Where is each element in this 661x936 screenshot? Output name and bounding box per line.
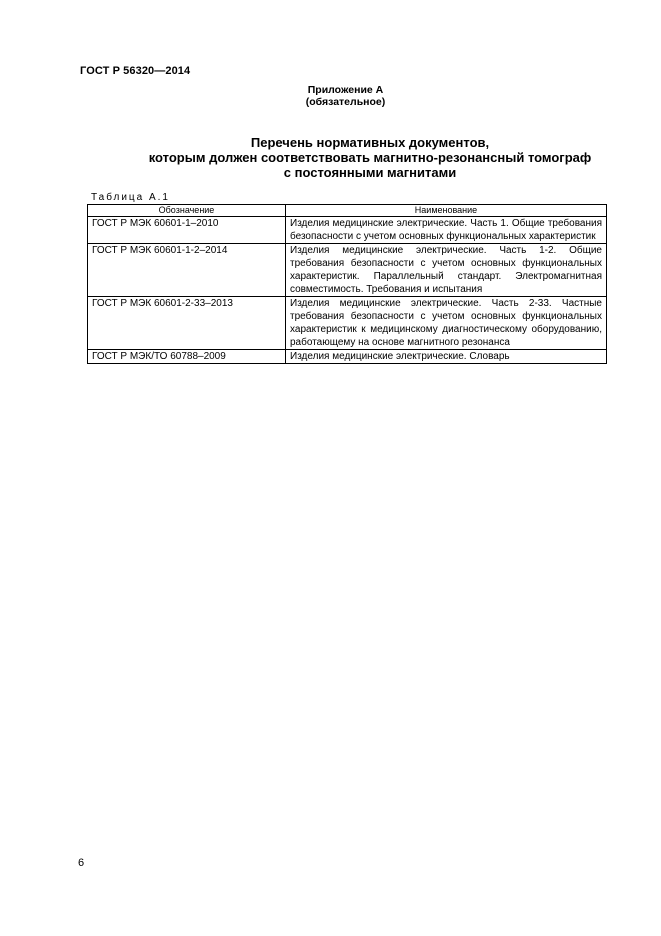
table-row [88,217,607,244]
document-designation: ГОСТ Р МЭК 60601-1-2–2014 [88,244,286,297]
section-heading [80,135,660,180]
table-row [88,244,607,297]
annex-title: Приложение А [307,84,384,96]
table-row [88,297,607,350]
document-title: Изделия медицинские электрические. Словарь [286,350,607,364]
heading-line: которым должен соответствовать магнитно-резонансный томограф [148,150,592,165]
heading-line: Перечень нормативных документов, [250,135,490,150]
column-header-title: Наименование [286,205,607,217]
document-designation: ГОСТ Р МЭК 60601-1–2010 [88,217,286,244]
table-caption: Таблица А.1 [91,192,170,203]
page-number: 6 [78,857,85,869]
document-code: ГОСТ Р 56320—2014 [80,65,191,77]
document-title: Изделия медицинские электрические. Часть 1. Общие требования безопасности с учетом основных функциональных характеристик [286,217,607,244]
document-title: Изделия медицинские электрические. Часть 2-33. Частные требования безопасности с учетом основных функциональных характеристик к медицинскому диагностическому оборудованию, работающему на основе магнитного резонанса [286,297,607,350]
document-title: Изделия медицинские электрические. Часть 1-2. Общие требования безопасности с учетом основных функциональных характеристик. Параллельный стандарт. Электромагнитная совместимость. Требования и испытания [286,244,607,297]
table-row [88,350,607,364]
table-header-row [88,205,607,217]
column-header-designation: Обозначение [88,205,286,217]
heading-line: с постоянными магнитами [283,165,457,180]
document-designation: ГОСТ Р МЭК 60601-2-33–2013 [88,297,286,350]
normative-documents-table [87,204,607,364]
document-designation: ГОСТ Р МЭК/ТО 60788–2009 [88,350,286,364]
annex-status: (обязательное) [305,96,386,108]
